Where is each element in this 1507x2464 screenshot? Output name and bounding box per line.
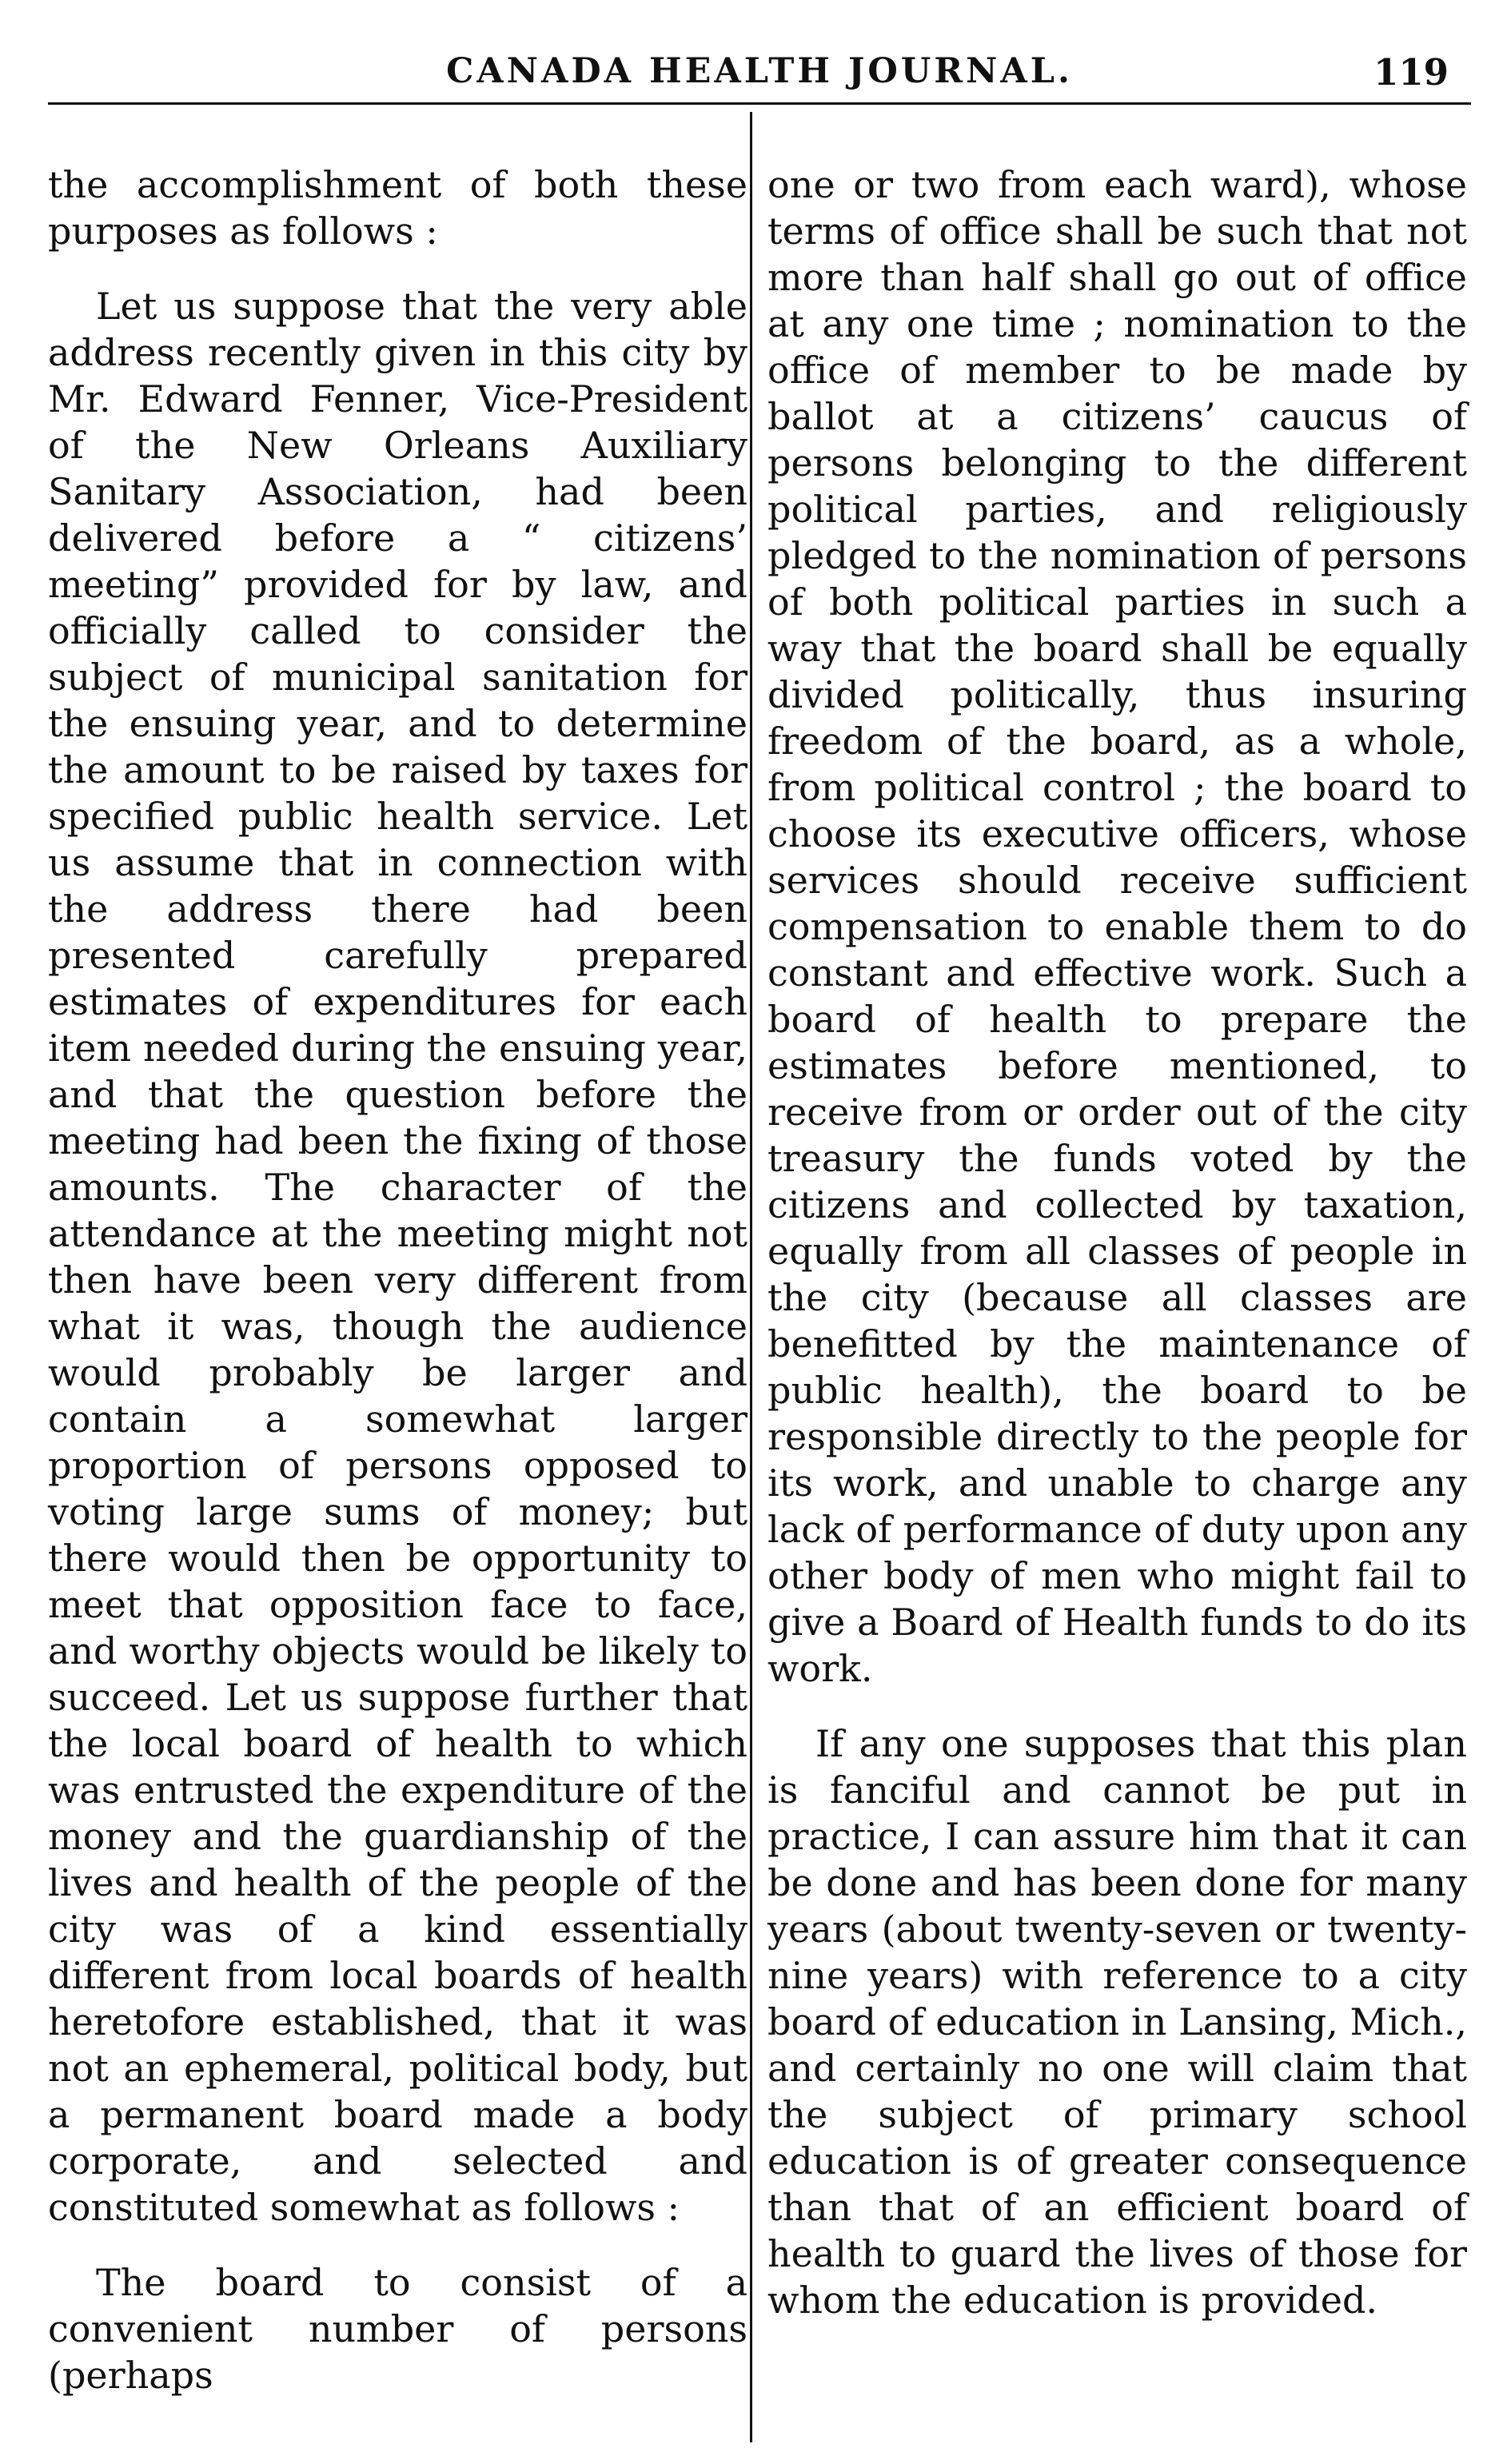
left-paragraph-3: The board to consist of a convenient number of persons (perhaps bbox=[48, 2261, 748, 2397]
page-header bbox=[48, 51, 1471, 107]
header-rule bbox=[48, 102, 1471, 105]
column-divider bbox=[750, 112, 752, 2442]
right-column bbox=[767, 161, 1467, 2352]
page-number: 119 bbox=[1373, 51, 1449, 94]
left-paragraph-1: the accomplishment of both these purposes as follows : bbox=[48, 163, 748, 253]
right-paragraph-1: one or two from each ward), whose terms of office shall be such that not more than half shall go out of office at any one time ; nomination to the office of member to be made by ballot at a citizens’ caucus of persons belonging to the different political parties, and religiously pledged to the nomination of persons of both political parties in such a way that the board shall be equally divided politically, thus insuring freedom of the board, as a whole, from political control ; the board to choose its executive officers, whose services should receive sufficient compensation to enable them to do constant and effective work. Such a board of health to prepare the estimates before mentioned, to receive from or order out of the city treasury the funds voted by the citizens and collected by taxation, equally from all classes of people in the city (because all classes are benefitted by the maintenance of public health), the board to be responsible directly to the people for its work, and unable to charge any lack of performance of duty upon any other body of men who might fail to give a Board of Health funds to do its work. bbox=[767, 163, 1467, 1690]
left-paragraph-2: Let us suppose that the very able address recently given in this city by Mr. Edward Fenner, Vice-President of the New Orleans Auxiliary Sanitary Association, had been delivered before a “ citizens’ meeting” provided for by law, and officially called to consider the subject of municipal sanitation for the ensuing year, and to determine the amount to be raised by taxes for specified public health service. Let us assume that in connection with the address there had been presented carefully prepared estimates of expenditures for each item needed during the ensuing year, and that the question before the meeting had been the fixing of those amounts. The character of the attendance at the meeting might not then have been very different from what it was, though the audience would probably be larger and contain a somewhat larger proportion of persons opposed to voting large sums of money; but there would then be opportunity to meet that opposition face to face, and worthy objects would be likely to succeed. Let us suppose further that the local board of health to which was entrusted the expenditure of the money and the guardianship of the lives and health of the people of the city was of a kind essentially different from local boards of health heretofore established, that it was not an ephemeral, political body, but a permanent board made a body corporate, and selected and constituted somewhat as follows : bbox=[48, 285, 748, 2229]
running-head: CANADA HEALTH JOURNAL. bbox=[446, 51, 1073, 91]
left-column bbox=[48, 161, 748, 2427]
right-paragraph-2: If any one supposes that this plan is fanciful and cannot be put in practice, I can assure him that it can be done and has been done for many years (about twenty-seven or twenty-nine years) with reference to a city board of education in Lansing, Mich., and certainly no one will claim that the subject of primary school education is of greater consequence than that of an efficient board of health to guard the lives of those for whom the education is provided. bbox=[767, 1722, 1467, 2322]
